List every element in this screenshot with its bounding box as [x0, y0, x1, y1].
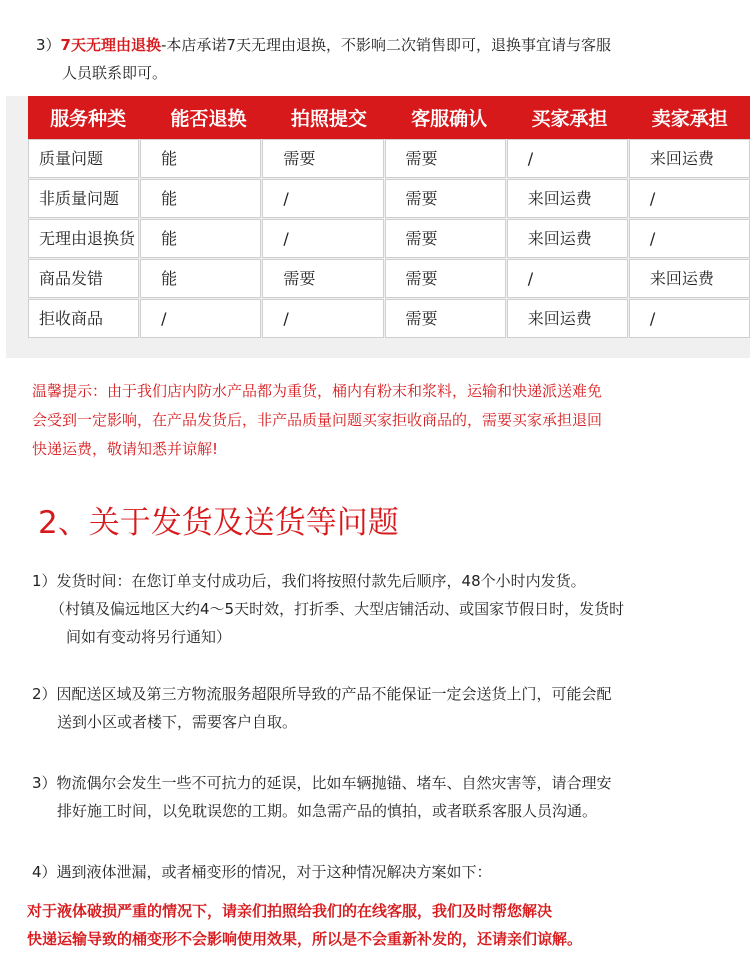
shipping-item-4-line-1: 4）遇到液体泄漏，或者桶变形的情况，对于这种情况解决方案如下：: [32, 863, 492, 881]
table-cell: 来回运费: [507, 179, 628, 218]
shipping-item-2-line-1: 2）因配送区域及第三方物流服务超限所导致的产品不能保证一定会送货上门，可能会配: [32, 685, 612, 703]
table-cell: 能: [140, 139, 261, 178]
section-2-title: 2、关于发货及送货等问题: [38, 505, 399, 541]
table-cell: 需要: [385, 219, 506, 258]
table-cell: 无理由退换货: [28, 219, 139, 258]
table-body: [28, 139, 750, 339]
shipping-item-2-line-2: 送到小区或者楼下，需要客户自取。: [57, 713, 298, 731]
table-cell: /: [140, 299, 261, 338]
table-cell: /: [262, 179, 383, 218]
table-cell: 质量问题: [28, 139, 139, 178]
table-cell: 能: [140, 219, 261, 258]
policy-item-3-line2: 人员联系即可。: [62, 64, 168, 82]
table-cell: 能: [140, 259, 261, 298]
table-cell: 需要: [385, 179, 506, 218]
table-cell: 来回运费: [507, 219, 628, 258]
header-returnable: 能否退换: [170, 108, 247, 130]
table-cell: /: [262, 219, 383, 258]
table-cell: 来回运费: [629, 259, 750, 298]
table-cell: 需要: [262, 139, 383, 178]
warm-tip-line-3: 快递运费，敬请知悉并谅解!: [32, 440, 219, 458]
header-cs-confirm: 客服确认: [411, 108, 488, 130]
table-row: [28, 299, 750, 338]
table-cell: /: [629, 219, 750, 258]
table-cell: /: [507, 139, 628, 178]
table-cell: 拒收商品: [28, 299, 139, 338]
shipping-item-3-line-1: 3）物流偶尔会发生一些不可抗力的延误，比如车辆抛锚、堵车、自然灾害等，请合理安: [32, 774, 612, 792]
table-cell: 需要: [385, 299, 506, 338]
table-cell: 来回运费: [507, 299, 628, 338]
policy-item-3-highlight: 7天无理由退换: [60, 36, 161, 54]
table-cell: 非质量问题: [28, 179, 139, 218]
table-cell: /: [262, 299, 383, 338]
table-cell: 需要: [262, 259, 383, 298]
table-cell: 需要: [385, 139, 506, 178]
policy-item-3: [36, 35, 611, 55]
return-policy-table: [6, 96, 750, 358]
table-cell: /: [629, 179, 750, 218]
header-photo: 拍照提交: [290, 108, 367, 130]
table-cell: 商品发错: [28, 259, 139, 298]
header-seller-pays: 卖家承担: [651, 108, 728, 130]
policy-item-3-prefix: 3）: [36, 36, 61, 54]
table-cell: /: [629, 299, 750, 338]
table-cell: /: [507, 259, 628, 298]
table-header: [28, 96, 750, 139]
warm-tip-line-1: 温馨提示：由于我们店内防水产品都为重货，桶内有粉末和浆料，运输和快递派送难免: [32, 382, 603, 400]
header-buyer-pays: 买家承担: [531, 108, 608, 130]
header-service-type: 服务种类: [50, 108, 127, 130]
table-cell: 需要: [385, 259, 506, 298]
table-row: [28, 139, 750, 178]
shipping-item-3-line-2: 排好施工时间，以免耽误您的工期。如急需产品的慎拍，或者联系客服人员沟通。: [57, 802, 598, 820]
table-row: [28, 259, 750, 298]
shipping-item-1-line-1: 1）发货时间：在您订单支付成功后，我们将按照付款先后顺序，48个小时内发货。: [32, 572, 586, 590]
liquid-leak-note-line-1: 对于液体破损严重的情况下，请亲们拍照给我们的在线客服，我们及时帮您解决: [27, 902, 553, 920]
warm-tip-line-2: 会受到一定影响，在产品发货后，非产品质量问题买家拒收商品的，需要买家承担退回: [32, 411, 603, 429]
table-cell: 能: [140, 179, 261, 218]
policy-item-3-text: -本店承诺7天无理由退换，不影响二次销售即可，退换事宜请与客服: [161, 36, 611, 54]
liquid-leak-note-line-2: 快递运输导致的桶变形不会影响使用效果，所以是不会重新补发的，还请亲们谅解。: [27, 930, 583, 948]
table-cell: 来回运费: [629, 139, 750, 178]
shipping-item-1-line-2: （村镇及偏远地区大约4～5天时效，打折季、大型店铺活动、或国家节假日时，发货时: [50, 600, 625, 618]
table-row: [28, 219, 750, 258]
shipping-item-1-line-3: 间如有变动将另行通知）: [66, 628, 232, 646]
table-row: [28, 179, 750, 218]
